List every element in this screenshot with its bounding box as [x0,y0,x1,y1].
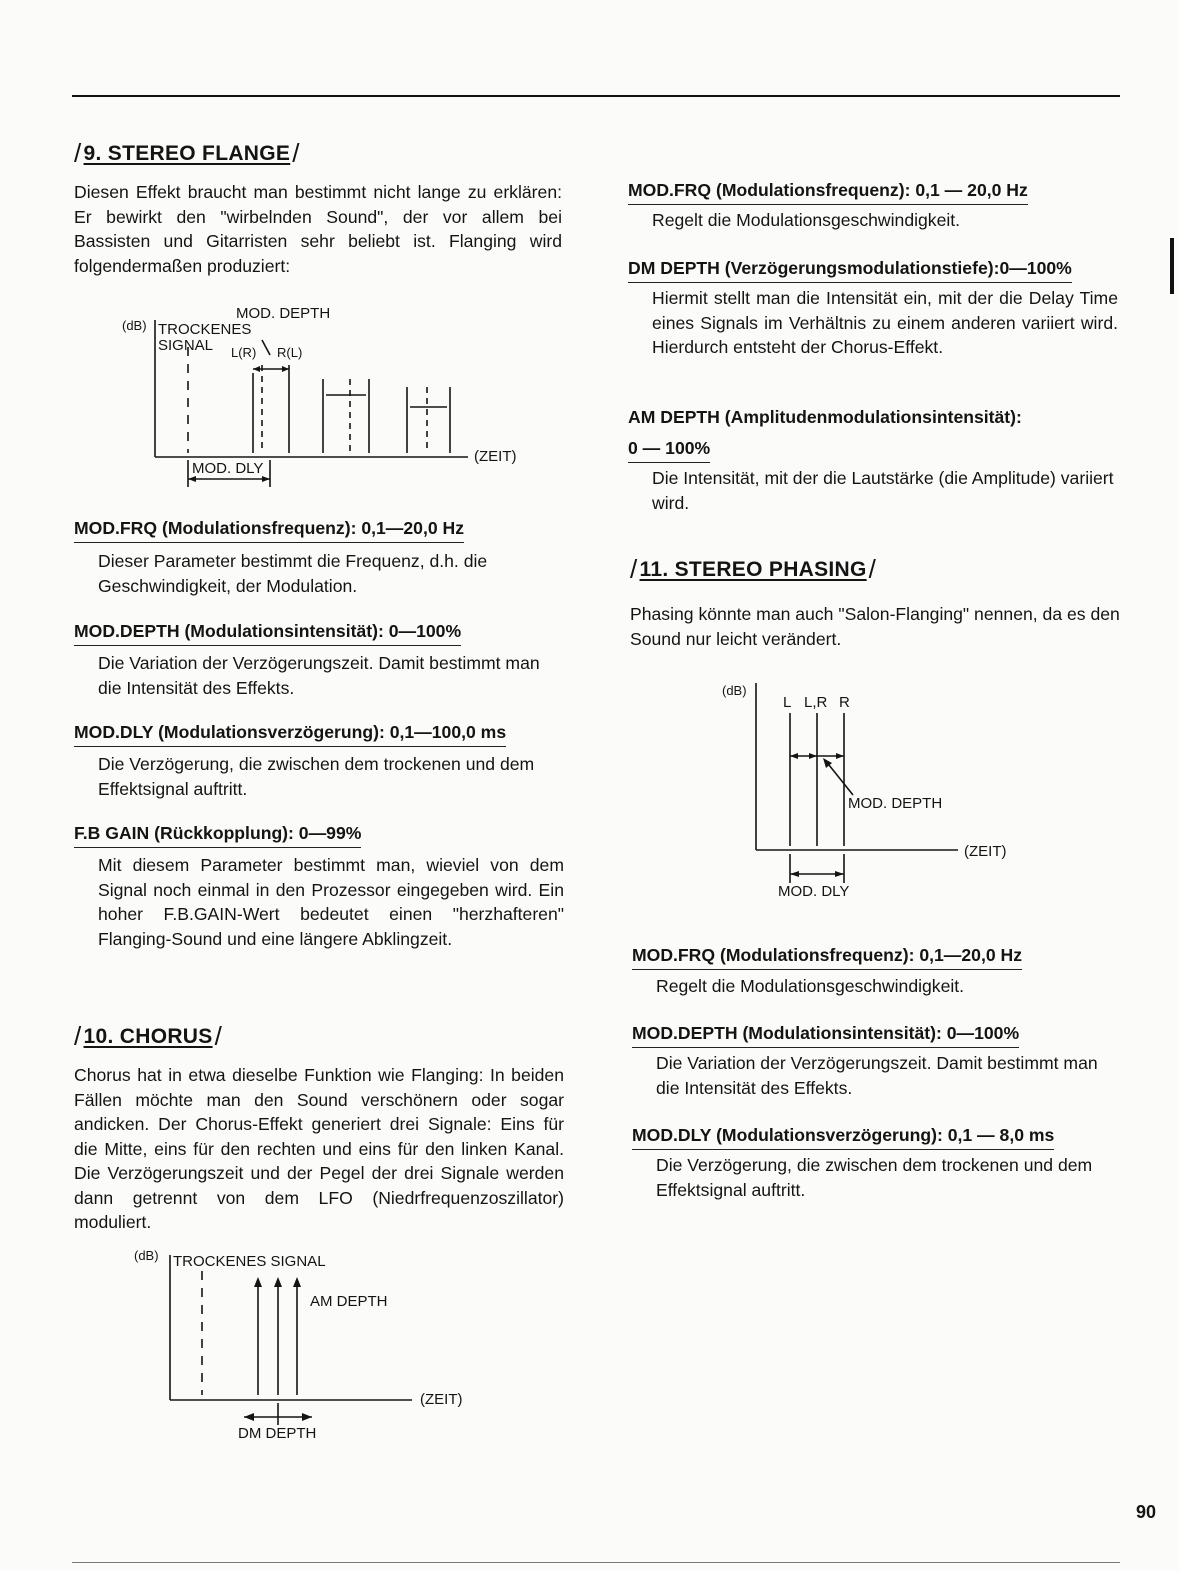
chorus-param-desc-am-depth: Die Intensität, mit der die Lautstärke (die Amplitude) variiert wird. [652,468,1114,513]
page-number: 90 [1136,1502,1157,1522]
phasing-zeit-label: (ZEIT) [964,843,1007,860]
flange-param-heading-mod-depth: MOD.DEPTH (Modulationsintensität): 0—100% [74,619,461,646]
chorus-intro: Chorus hat in etwa dieselbe Funktion wie Flanging: In beiden Fällen möchte man den Sound verschönern oder sogar andicken. Der Chorus-Effekt generiert drei Signale: Eins für die Mitte, eins für den rechten und eins für den linken Kanal. Die Verzögerungszeit und der Pegel der drei Signale werden dann getrennt von dem LFO (Niedrfrequenzoszillator) moduliert. [74,1065,564,1232]
flange-param-heading-mod-frq: MOD.FRQ (Modulationsfrequenz): 0,1—20,0 Hz [74,516,464,543]
phasing-param-desc-mod-dly: Die Verzögerung, die zwischen dem trockenen und dem Effektsignal auftritt. [656,1155,1093,1200]
phasing-param-heading-mod-dly: MOD.DLY (Modulationsverzögerung): 0,1 — 8,0 ms [632,1123,1054,1150]
chorus-dm-depth-label: DM DEPTH [238,1425,317,1442]
phasing-mod-dly-label: MOD. DLY [778,883,850,900]
chorus-param-heading-am-depth: AM DEPTH (Amplitudenmodulationsintensität): [628,407,1022,427]
flange-zeit-label: (ZEIT) [474,448,517,465]
chorus-param-heading-am-depth-range: 0 — 100% [628,436,710,463]
flange-param-desc-mod-dly: Die Verzögerung, die zwischen dem trockenen und dem Effektsignal auftritt. [98,754,535,799]
phasing-param-desc-mod-frq: Regelt die Modulationsgeschwindigkeit. [656,976,965,996]
chorus-param-heading-mod-frq: MOD.FRQ (Modulationsfrequenz): 0,1 — 20,0 Hz [628,178,1028,205]
phasing-mod-depth-label: MOD. DEPTH [848,795,943,812]
flange-param-desc-mod-frq: Dieser Parameter bestimmt die Frequenz, d.h. die Geschwindigkeit, der Modulation. [98,551,488,596]
flange-dry-label-1: TROCKENES [158,321,252,338]
flange-param-desc-mod-depth: Die Variation der Verzögerungszeit. Damit bestimmt man die Intensität des Effekts. [98,653,540,698]
chorus-am-depth-label: AM DEPTH [310,1293,388,1310]
phasing-lr-label: L,R [804,694,828,711]
chorus-param-heading-dm-depth: DM DEPTH (Verzögerungsmodulationstiefe):0—100% [628,256,1072,283]
chorus-zeit-label: (ZEIT) [420,1391,463,1408]
flange-db-label: (dB) [122,318,147,333]
phasing-param-heading-mod-depth: MOD.DEPTH (Modulationsintensität): 0—100% [632,1021,1019,1048]
phasing-l-label: L [783,694,792,711]
chorus-param-desc-dm-depth: Hiermit stellt man die Intensität ein, mit der die Delay Time eines Signals im Verhältnis zu einem anderen variiert wird. Hierdurch entsteht der Chorus-Effekt. [652,288,1118,357]
flange-param-heading-mod-dly: MOD.DLY (Modulationsverzögerung): 0,1—100,0 ms [74,720,506,747]
phasing-diagram [720,678,1020,903]
bottom-rule [72,1562,1120,1563]
edge-marker [1170,238,1174,294]
flange-param-heading-fb-gain: F.B GAIN (Rückkopplung): 0—99% [74,821,361,848]
phasing-db-label: (dB) [722,683,747,698]
flange-dry-label-2: SIGNAL [158,337,214,354]
phasing-r-label: R [839,694,850,711]
section-title-stereo-phasing: /11. STEREO PHASING/ [630,554,877,584]
phasing-param-heading-mod-frq: MOD.FRQ (Modulationsfrequenz): 0,1—20,0 Hz [632,943,1022,970]
section-title-chorus: /10. CHORUS/ [74,1021,223,1051]
flange-param-desc-fb-gain: Mit diesem Parameter bestimmt man, wieviel von dem Signal noch einmal in den Prozessor eingegeben wird. Ein hoher F.B.GAIN-Wert bedeutet einen "herzhafteren" Flanging-Sound und eine längere Abklingzeit. [98,855,564,949]
flange-rl-label: R(L) [277,345,303,360]
phasing-intro: Phasing könnte man auch "Salon-Flanging" nennen, da es den Sound nur leicht verändert. [630,604,1120,649]
flange-lr-label: L(R) [231,345,257,360]
chorus-diagram [130,1245,480,1445]
top-rule [72,95,1120,97]
phasing-param-desc-mod-depth: Die Variation der Verzögerungszeit. Damit bestimmt man die Intensität des Effekts. [656,1053,1098,1098]
flange-diagram [110,295,540,495]
section-title-stereo-flange: /9. STEREO FLANGE/ [74,138,300,168]
chorus-dry-label: TROCKENES SIGNAL [173,1253,326,1270]
flange-mod-dly-label: MOD. DLY [192,460,264,477]
flange-intro: Diesen Effekt braucht man bestimmt nicht lange zu erklären: Er bewirkt den "wirbelnden Sound", der vor allem bei Bassisten und Gitarristen sehr beliebt ist. Flanging wird folgendermaßen produziert: [74,182,562,276]
chorus-db-label: (dB) [134,1248,159,1263]
flange-mod-depth-label: MOD. DEPTH [236,305,331,322]
chorus-param-desc-mod-frq: Regelt die Modulationsgeschwindigkeit. [652,210,961,230]
